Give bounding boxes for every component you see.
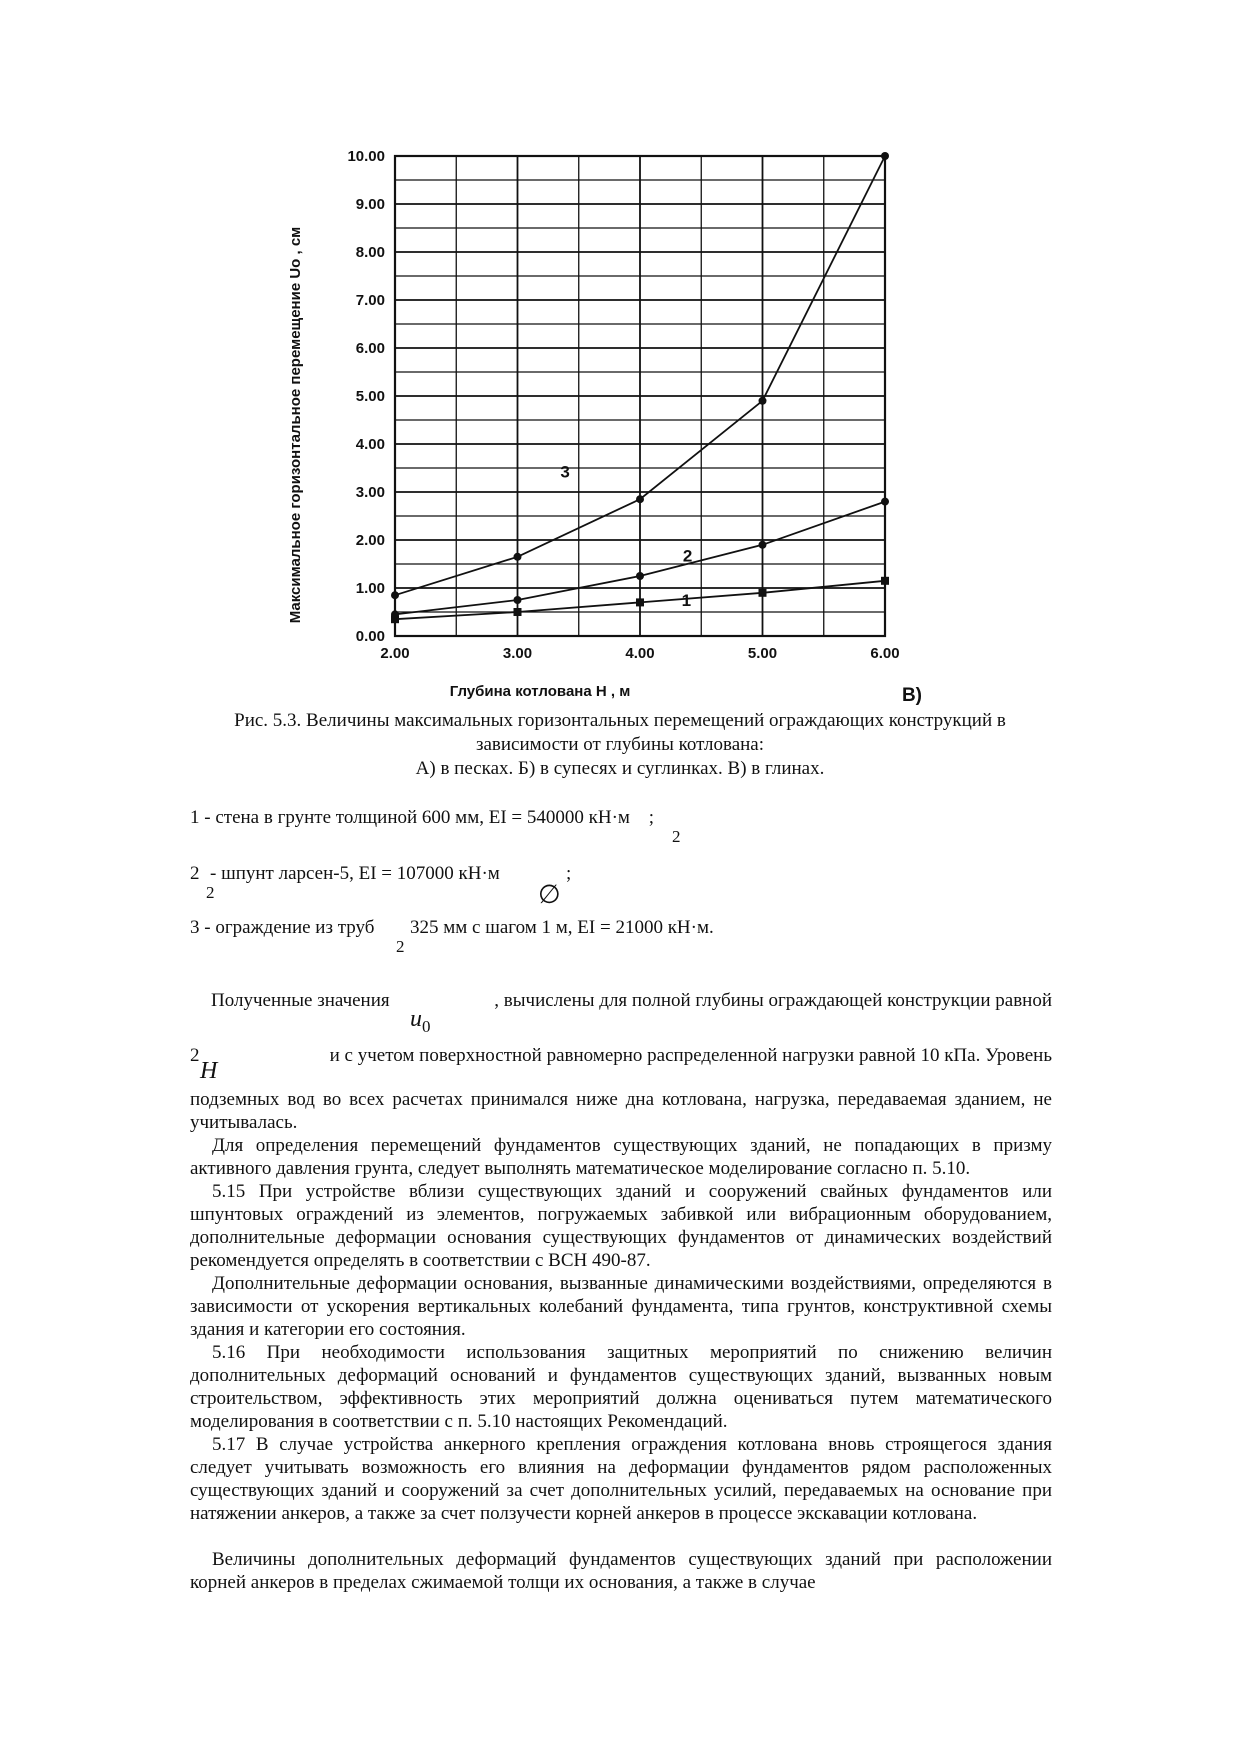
paragraph-5: 5.16 При необходимости использования защитных мероприятий по снижению величин дополнительных деформаций оснований и фундаментов существующих зданий, вызванных новым строительством, эффективность этих мероприятий должна оцениваться путем математического моделирования в соответствии с п. 5.10 настоящих Рекомендаций. <box>190 1342 1052 1432</box>
series-2-point <box>881 498 889 506</box>
series-2-point <box>759 541 767 549</box>
u0-formula <box>410 1006 431 1036</box>
x-tick-label: 5.00 <box>747 645 778 662</box>
caption-line-1: Рис. 5.3. Величины максимальных горизонтальных перемещений ограждающих конструкций в <box>234 710 1006 731</box>
legend-item-3-tail: 325 мм с шагом 1 м, EI = 21000 кН·м. <box>410 917 714 938</box>
panel-label: В) <box>901 685 922 706</box>
x-tick-label: 2.00 <box>380 645 410 662</box>
u0-variable: u <box>410 1006 422 1032</box>
y-tick-label: 9.00 <box>355 196 385 213</box>
y-tick-label: 6.00 <box>355 340 385 357</box>
y-tick-label: 3.00 <box>355 484 385 501</box>
H-variable: H <box>200 1058 218 1084</box>
p1-line2-num: 2 <box>190 1045 200 1066</box>
paragraph-7: Величины дополнительных деформаций фундаментов существующих зданий при расположении корней анкеров в пределах сжимаемой толщи их основания, а также в случае <box>190 1549 1052 1593</box>
paragraph-3: 5.15 При устройстве вблизи существующих зданий и сооружений свайных фундаментов или шпунтовых ограждений из элементов, погружаемых забивкой или вибрационным оборудованием, дополнительные деформации основания существующих фундаментов от динамических воздействий рекомендуется определять в соответствии с ВСН 490-87. <box>190 1181 1052 1271</box>
legend-item-2-text: - шпунт ларсен-5, EI = 107000 кН·м <box>210 863 500 884</box>
legend-item-1-sub: 2 <box>672 827 681 846</box>
y-axis-label: Максимальное горизонтальное перемещение Uo , см <box>287 226 304 624</box>
series-2-point <box>636 572 644 580</box>
series-label-1: 1 <box>681 591 692 611</box>
p1-start: Полученные значения <box>211 990 390 1011</box>
x-tick-label: 4.00 <box>625 645 655 662</box>
legend-item-2-tail: ; <box>566 863 572 884</box>
series-1-point <box>881 577 889 585</box>
series-label-3: 3 <box>560 462 570 482</box>
y-tick-label: 7.00 <box>355 292 385 309</box>
y-tick-label: 4.00 <box>355 436 385 453</box>
p1-line2-text: и с учетом поверхностной равномерно распределенной нагрузки равной 10 кПа. Уровень <box>329 1045 1052 1066</box>
series-3-point <box>881 152 889 160</box>
series-3-point <box>391 591 399 599</box>
u0-subscript: 0 <box>422 1017 431 1036</box>
y-axis-ticks <box>347 148 385 645</box>
series-1-point <box>636 598 644 606</box>
paragraph-6: 5.17 В случае устройства анкерного крепления ограждения котлована вновь строящегося здания следует учитывать возможность его влияния на деформации фундаментов рядом расположенных существующих зданий и сооружений за счет дополнительных усилий, передаваемых на основание при натяжении анкеров, а также за счет ползучести корней анкеров в процессе экскавации котлована. <box>190 1434 1052 1524</box>
series-2-point <box>391 610 399 618</box>
x-tick-label: 6.00 <box>870 645 900 662</box>
caption-line-3: А) в песках. Б) в супесях и суглинках. В) в глинах. <box>415 758 825 779</box>
series-label-2: 2 <box>682 546 693 566</box>
figure-caption <box>180 709 1060 781</box>
p1-end: , вычислены для полной глубины ограждающей конструкции равной <box>494 990 1052 1011</box>
legend-item-3-sub: 2 <box>396 937 405 956</box>
chart-grid <box>395 156 885 636</box>
y-tick-label: 10.00 <box>347 148 385 165</box>
paragraph-4: Дополнительные деформации основания, вызванные динамическими воздействиями, определяются в зависимости от ускорения вертикальных колебаний фундамента, типа грунтов, конструктивной схемы здания и категории его состояния. <box>190 1273 1052 1340</box>
legend-item-1 <box>190 807 654 829</box>
y-tick-label: 2.00 <box>355 532 385 549</box>
x-tick-label: 3.00 <box>502 645 533 662</box>
x-axis-label: Глубина котлована Н , м <box>449 683 631 700</box>
diameter-symbol-icon: ∅ <box>538 880 561 909</box>
series-3-point <box>759 397 767 405</box>
legend-item-1-tail: ; <box>648 807 654 828</box>
x-axis-ticks <box>380 645 899 662</box>
series-2-point <box>514 596 522 604</box>
series-3-point <box>636 495 644 503</box>
p1-rest: подземных вод во всех расчетах принимался ниже дна котлована, нагрузка, передаваемая зданием, не учитывалась. <box>190 1089 1052 1133</box>
y-tick-label: 1.00 <box>355 580 385 597</box>
displacement-chart <box>280 140 930 720</box>
caption-line-2: зависимости от глубины котлована: <box>475 734 765 755</box>
y-tick-label: 5.00 <box>355 388 385 405</box>
legend-item-1-text: 1 - стена в грунте толщиной 600 мм, EI = 540000 кН·м <box>190 807 630 828</box>
legend-item-3-text: 3 - ограждение из труб <box>190 917 375 938</box>
y-tick-label: 0.00 <box>355 628 385 645</box>
legend-item-2-sub: 2 <box>206 883 215 902</box>
y-tick-label: 8.00 <box>355 244 385 261</box>
paragraph-2: Для определения перемещений фундаментов существующих зданий, не попадающих в призму активного давления грунта, следует выполнять математическое моделирование согласно п. 5.10. <box>190 1135 1052 1179</box>
legend-item-2-num: 2 <box>190 863 200 884</box>
series-1-point <box>514 608 522 616</box>
series-3-point <box>514 553 522 561</box>
series-1-point <box>759 589 767 597</box>
